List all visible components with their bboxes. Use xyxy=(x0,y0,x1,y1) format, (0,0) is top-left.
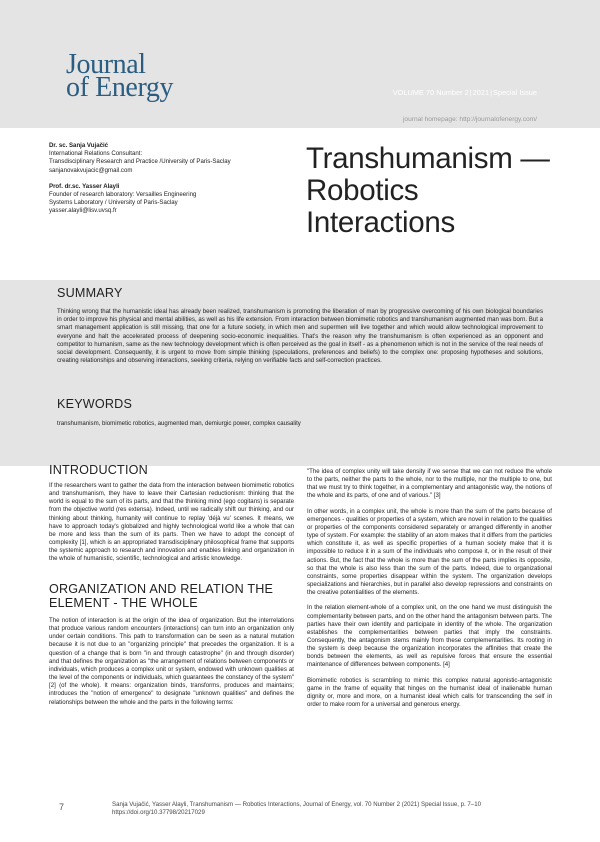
introduction-text: If the researchers want to gather the data from the interaction between biomimetic robotics and transhumanism, they have to leave their Cartesian reductionism: thinking that the world is equal to the sum of its parts, and that the thinking mind (ego cogitans) is separate from the objective world (res extensa). Indeed, until we radically shift our thinking, and our thinking about thinking, humanity will continue to replay 'déjà vu' scenes. It means, we have to approach today's globalized and highly technological world like a whole that can be more and less than the sum of its parts. Then we have to adopt the concept of complexity [1], which is an appropriated transdisciplinary philosophical frame that supports the systemic approach to research and innovation and enables linking and organization in the whole of humanistic, scientific, technological and artistic knowledge. xyxy=(49,482,294,563)
citation-text: Sanja Vujačić, Yasser Alayli, Transhumanism — Robotics Interactions, Journal of Energy, vol. 70 Number 2 (2021) Special Issue, p. 7–10 xyxy=(112,801,481,808)
issue-separator: | xyxy=(490,88,493,97)
author-affiliation: Systems Laboratory / University of Paris-Saclay xyxy=(49,199,178,207)
keywords-text: transhumanism, biomimetic robotics, augmented man, demiurgic power, complex causality xyxy=(57,420,301,427)
author-2 xyxy=(49,183,299,216)
author-affiliation: Transdisciplinary Research and Practice /University of Paris-Saclay xyxy=(49,158,231,166)
issue-volume: VOLUME 70 Number 2 xyxy=(392,88,469,97)
keywords-heading: KEYWORDS xyxy=(57,397,133,411)
article-title: Transhumanism — Robotics Interactions xyxy=(306,142,550,239)
author-affiliation: Founder of research laboratory: Versailles Engineering xyxy=(49,191,197,199)
issue-special: Special Issue xyxy=(493,88,537,97)
footer-citation xyxy=(112,801,532,817)
body-paragraph: "The idea of complex unity will take density if we sense that we can not reduce the whole to the parts, neither the parts to the whole, nor to the multiple, nor the multiple to one, but that we must try to think together, in a complementary and antagonistic way, the notions of the whole and its parts, of one and of various." [3] xyxy=(307,468,552,500)
body-paragraph: In the relation element-whole of a complex unit, on the one hand we must distinguish the complementarity between parts, and on the other hand the antagonism between parts. The parties have their own identity and participate in identity of the whole. The organization establishes the complementarities between parties that imply the constraints. Consequently, the antagonism stems mainly from these complementarities. Its rooting in the system is deep because the organization incorporates the affinities that create the bonds between the elements, as well as repulsive forces that ensure the essential maintenance of differences between components. [4] xyxy=(307,604,552,669)
issue-year: 2021 xyxy=(472,88,490,97)
journal-name-line1: Journal xyxy=(66,49,146,80)
page-number: 7 xyxy=(59,802,65,812)
summary-heading: SUMMARY xyxy=(57,286,123,300)
author-block xyxy=(49,142,299,224)
summary-text: Thinking wrong that the humanistic ideal has already been realized, transhumanism is promoting the liberation of man by progressive overcoming of his own biological boundaries in order to improve his physical and mental abilities, as well as his life extension. From interaction between biomimetic robotics and transhumanism augmented man was born. But a smart management application is still missing, that one for a future society, in which men and supermen will live together and which would allow technological improvement to everyone and halt the accelerated process of deepening socio-economic inequalities. That's the reason why the transhumanism is often experienced as an opponent and competitor to humanism, same as the new technology development which is often perceived as the goal in itself - as a phenomenon which is not in the service of the real needs of social development. Consequently, it is urgent to move from simple thinking (speculations, preferences and beliefs) to the complex one: proposing hypotheses and solutions, creating relationships and observing interactions, seeking criteria, relying on verifiable facts and self-correction practices. xyxy=(57,308,543,365)
introduction-heading: INTRODUCTION xyxy=(49,463,148,477)
organization-text: The notion of interaction is at the origin of the idea of organization. But the interrelations that produce various random encounters (interactions) can turn into an organization only under certain conditions. This path to transformation can be seen as a natural mutation because it is not due to an "organizing principle" that precedes the organization. It is a question of a change that is born "in and through catastrophe" (in and through disorder) and that defines the organization as "the arrangement of relations between components or individuals, which produces a complex unit or system, endowed with unknown qualities at the level of the components or individuals, which guarantees the constancy of the system" [2] (of the whole). It means: organization binds, transforms, produces and maintains; introduces the "notion of emergence" to designate "unknown qualities" and defines the relationships between the whole and the parts in the following terms: xyxy=(49,617,294,706)
author-affiliation: International Relations Consultant: xyxy=(49,150,143,158)
body-paragraph: Biomimetic robotics is scrambling to mimic this complex natural agonistic-antagonistic game in the frame of equality that hinges on the humanist ideal of inalienable human dignity or, more and more, on a humanist ideal which calls for transcending the self in order to make room for a universal and generous energy. xyxy=(307,676,552,709)
author-email-link[interactable]: sanjanovakvujacic@gmail.com xyxy=(49,166,133,174)
organization-heading: ORGANIZATION AND RELATION THE ELEMENT - THE WHOLE xyxy=(49,582,274,610)
author-name: Prof. dr.sc. Yasser Alayli xyxy=(49,182,120,190)
doi-link[interactable]: https://doi.org/10.37798/20217029 xyxy=(112,809,205,817)
body-paragraph: In other words, in a complex unit, the whole is more than the sum of the parts because of emergences - qualities or properties of a system, which are novel in relation to the qualities or properties of the components considered separately or arranged differently in another type of system. For example: the stability of an atom makes that it differs from the particles which constitute it, as well as specific properties of a human society make that it is impossible to reduce it in a sum of the individuals who compose it, or in the result of their actions. But, the fact that the whole is more than the sum of the parts implies its opposite, so that the whole is also less than the sum of the parts. Indeed, due to organizational constraints, some properties disappear within the system. The organization develops specializations and hierarchies, but in parallel also develop repressions and constraints on the creative potentialities of the elements. xyxy=(307,507,552,597)
issue-info xyxy=(393,88,537,97)
author-email-link[interactable]: yasser.alayli@lisv.uvsq.fr xyxy=(49,207,117,215)
journal-logo[interactable] xyxy=(66,49,174,103)
author-name: Dr. sc. Sanja Vujačić xyxy=(49,142,109,149)
author-1 xyxy=(49,142,299,175)
journal-homepage-link[interactable]: journal homepage: http://journalofenergy.com/ xyxy=(402,116,537,123)
right-column xyxy=(307,468,552,716)
journal-name-line2: of Energy xyxy=(66,72,174,103)
issue-separator: | xyxy=(469,88,472,97)
